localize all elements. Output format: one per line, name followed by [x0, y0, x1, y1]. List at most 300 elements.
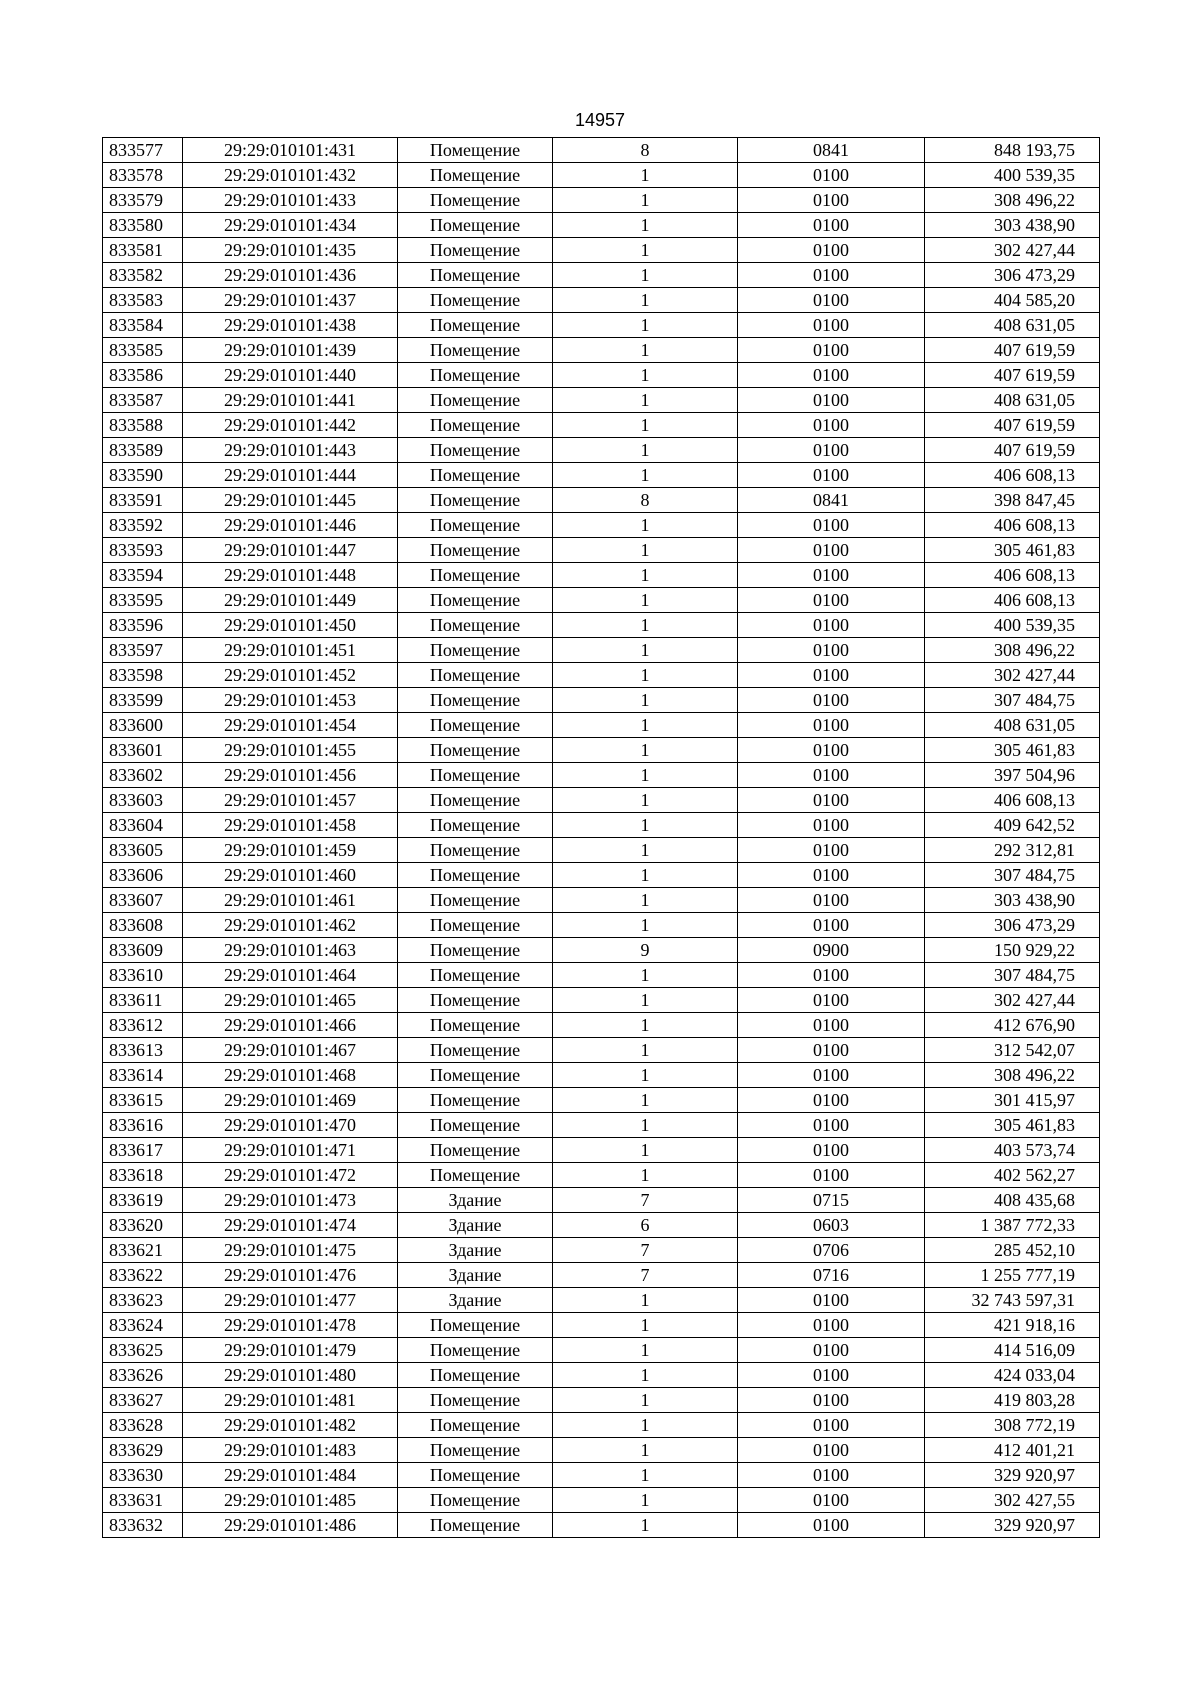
cadastral-value-cell: 404 585,20 [925, 288, 1100, 313]
cadastral-number-cell: 29:29:010101:478 [183, 1313, 398, 1338]
table-row [103, 488, 1100, 513]
cadastral-value-cell: 32 743 597,31 [925, 1288, 1100, 1313]
cadastral-value-cell: 408 435,68 [925, 1188, 1100, 1213]
cadastral-value-cell: 306 473,29 [925, 913, 1100, 938]
cadastral-value-cell: 400 539,35 [925, 163, 1100, 188]
row-number-cell: 833595 [103, 588, 183, 613]
table-row [103, 438, 1100, 463]
group-cell: 1 [553, 888, 738, 913]
cadastral-value-cell: 406 608,13 [925, 463, 1100, 488]
table-row [103, 238, 1100, 263]
cadastral-value-cell: 408 631,05 [925, 713, 1100, 738]
row-number-cell: 833616 [103, 1113, 183, 1138]
cadastral-number-cell: 29:29:010101:457 [183, 788, 398, 813]
code-cell: 0100 [738, 1488, 925, 1513]
object-type-cell: Помещение [398, 813, 553, 838]
object-type-cell: Помещение [398, 663, 553, 688]
group-cell: 1 [553, 1338, 738, 1363]
object-type-cell: Помещение [398, 963, 553, 988]
object-type-cell: Помещение [398, 1163, 553, 1188]
object-type-cell: Помещение [398, 138, 553, 163]
cadastral-number-cell: 29:29:010101:471 [183, 1138, 398, 1163]
table-row [103, 1263, 1100, 1288]
object-type-cell: Помещение [398, 513, 553, 538]
group-cell: 1 [553, 788, 738, 813]
code-cell: 0603 [738, 1213, 925, 1238]
object-type-cell: Помещение [398, 1088, 553, 1113]
table-body [103, 138, 1100, 1538]
cadastral-number-cell: 29:29:010101:486 [183, 1513, 398, 1538]
cadastral-value-cell: 412 401,21 [925, 1438, 1100, 1463]
object-type-cell: Помещение [398, 613, 553, 638]
cadastral-number-cell: 29:29:010101:453 [183, 688, 398, 713]
row-number-cell: 833603 [103, 788, 183, 813]
table-row [103, 188, 1100, 213]
object-type-cell: Помещение [398, 838, 553, 863]
object-type-cell: Помещение [398, 238, 553, 263]
code-cell: 0100 [738, 1063, 925, 1088]
group-cell: 8 [553, 138, 738, 163]
group-cell: 1 [553, 238, 738, 263]
code-cell: 0100 [738, 1113, 925, 1138]
row-number-cell: 833629 [103, 1438, 183, 1463]
table-row [103, 213, 1100, 238]
code-cell: 0100 [738, 363, 925, 388]
row-number-cell: 833605 [103, 838, 183, 863]
object-type-cell: Помещение [398, 463, 553, 488]
cadastral-number-cell: 29:29:010101:449 [183, 588, 398, 613]
cadastral-number-cell: 29:29:010101:452 [183, 663, 398, 688]
object-type-cell: Помещение [398, 188, 553, 213]
group-cell: 1 [553, 663, 738, 688]
row-number-cell: 833606 [103, 863, 183, 888]
code-cell: 0100 [738, 813, 925, 838]
code-cell: 0900 [738, 938, 925, 963]
group-cell: 1 [553, 713, 738, 738]
code-cell: 0100 [738, 1313, 925, 1338]
row-number-cell: 833611 [103, 988, 183, 1013]
table-row [103, 313, 1100, 338]
cadastral-value-cell: 408 631,05 [925, 388, 1100, 413]
row-number-cell: 833620 [103, 1213, 183, 1238]
row-number-cell: 833615 [103, 1088, 183, 1113]
cadastral-value-cell: 302 427,44 [925, 663, 1100, 688]
cadastral-value-cell: 407 619,59 [925, 413, 1100, 438]
cadastral-number-cell: 29:29:010101:441 [183, 388, 398, 413]
code-cell: 0100 [738, 888, 925, 913]
cadastral-value-cell: 308 496,22 [925, 1063, 1100, 1088]
cadastral-number-cell: 29:29:010101:472 [183, 1163, 398, 1188]
code-cell: 0100 [738, 838, 925, 863]
table-row [103, 163, 1100, 188]
code-cell: 0100 [738, 963, 925, 988]
group-cell: 1 [553, 338, 738, 363]
cadastral-value-cell: 406 608,13 [925, 788, 1100, 813]
group-cell: 1 [553, 388, 738, 413]
row-number-cell: 833621 [103, 1238, 183, 1263]
table-row [103, 813, 1100, 838]
row-number-cell: 833614 [103, 1063, 183, 1088]
table-row [103, 738, 1100, 763]
table-row [103, 588, 1100, 613]
group-cell: 1 [553, 1013, 738, 1038]
object-type-cell: Помещение [398, 738, 553, 763]
cadastral-value-cell: 292 312,81 [925, 838, 1100, 863]
cadastral-value-cell: 305 461,83 [925, 1113, 1100, 1138]
object-type-cell: Помещение [398, 1113, 553, 1138]
code-cell: 0100 [738, 338, 925, 363]
group-cell: 1 [553, 413, 738, 438]
code-cell: 0841 [738, 138, 925, 163]
cadastral-value-cell: 414 516,09 [925, 1338, 1100, 1363]
table-row [103, 563, 1100, 588]
object-type-cell: Помещение [398, 413, 553, 438]
code-cell: 0100 [738, 1088, 925, 1113]
object-type-cell: Помещение [398, 263, 553, 288]
code-cell: 0100 [738, 1363, 925, 1388]
object-type-cell: Помещение [398, 163, 553, 188]
group-cell: 1 [553, 513, 738, 538]
table-row [103, 713, 1100, 738]
table-row [103, 1288, 1100, 1313]
cadastral-value-table [102, 137, 1100, 1538]
row-number-cell: 833630 [103, 1463, 183, 1488]
code-cell: 0100 [738, 213, 925, 238]
cadastral-number-cell: 29:29:010101:439 [183, 338, 398, 363]
object-type-cell: Помещение [398, 1413, 553, 1438]
code-cell: 0100 [738, 288, 925, 313]
cadastral-number-cell: 29:29:010101:440 [183, 363, 398, 388]
table-row [103, 1138, 1100, 1163]
cadastral-number-cell: 29:29:010101:470 [183, 1113, 398, 1138]
row-number-cell: 833625 [103, 1338, 183, 1363]
table-row [103, 638, 1100, 663]
cadastral-value-cell: 412 676,90 [925, 1013, 1100, 1038]
object-type-cell: Помещение [398, 638, 553, 663]
code-cell: 0100 [738, 163, 925, 188]
cadastral-number-cell: 29:29:010101:468 [183, 1063, 398, 1088]
table-row [103, 1013, 1100, 1038]
code-cell: 0100 [738, 988, 925, 1013]
table-row [103, 1463, 1100, 1488]
page-number: 14957 [574, 110, 626, 130]
row-number-cell: 833592 [103, 513, 183, 538]
group-cell: 1 [553, 288, 738, 313]
code-cell: 0100 [738, 613, 925, 638]
cadastral-number-cell: 29:29:010101:480 [183, 1363, 398, 1388]
table-row [103, 388, 1100, 413]
table-row [103, 413, 1100, 438]
table-row [103, 1513, 1100, 1538]
table-row [103, 913, 1100, 938]
group-cell: 1 [553, 988, 738, 1013]
cadastral-number-cell: 29:29:010101:443 [183, 438, 398, 463]
group-cell: 1 [553, 1413, 738, 1438]
cadastral-number-cell: 29:29:010101:460 [183, 863, 398, 888]
group-cell: 1 [553, 1113, 738, 1138]
cadastral-number-cell: 29:29:010101:437 [183, 288, 398, 313]
cadastral-number-cell: 29:29:010101:446 [183, 513, 398, 538]
code-cell: 0100 [738, 588, 925, 613]
object-type-cell: Помещение [398, 1438, 553, 1463]
group-cell: 1 [553, 1288, 738, 1313]
code-cell: 0100 [738, 1038, 925, 1063]
row-number-cell: 833627 [103, 1388, 183, 1413]
cadastral-value-cell: 848 193,75 [925, 138, 1100, 163]
row-number-cell: 833602 [103, 763, 183, 788]
row-number-cell: 833581 [103, 238, 183, 263]
group-cell: 1 [553, 838, 738, 863]
table-row [103, 338, 1100, 363]
object-type-cell: Здание [398, 1263, 553, 1288]
table-row [103, 1313, 1100, 1338]
group-cell: 1 [553, 1313, 738, 1338]
row-number-cell: 833590 [103, 463, 183, 488]
cadastral-number-cell: 29:29:010101:456 [183, 763, 398, 788]
cadastral-number-cell: 29:29:010101:444 [183, 463, 398, 488]
row-number-cell: 833580 [103, 213, 183, 238]
row-number-cell: 833588 [103, 413, 183, 438]
code-cell: 0100 [738, 563, 925, 588]
table-row [103, 1038, 1100, 1063]
cadastral-number-cell: 29:29:010101:434 [183, 213, 398, 238]
object-type-cell: Здание [398, 1188, 553, 1213]
cadastral-value-cell: 407 619,59 [925, 363, 1100, 388]
cadastral-value-cell: 308 496,22 [925, 638, 1100, 663]
table-row [103, 1088, 1100, 1113]
table-row [103, 263, 1100, 288]
cadastral-value-cell: 398 847,45 [925, 488, 1100, 513]
table-row [103, 763, 1100, 788]
group-cell: 1 [553, 1438, 738, 1463]
table-row [103, 538, 1100, 563]
cadastral-value-cell: 397 504,96 [925, 763, 1100, 788]
row-number-cell: 833598 [103, 663, 183, 688]
group-cell: 1 [553, 1513, 738, 1538]
group-cell: 1 [553, 763, 738, 788]
cadastral-number-cell: 29:29:010101:447 [183, 538, 398, 563]
cadastral-value-cell: 308 496,22 [925, 188, 1100, 213]
group-cell: 1 [553, 913, 738, 938]
cadastral-value-cell: 308 772,19 [925, 1413, 1100, 1438]
cadastral-value-cell: 305 461,83 [925, 738, 1100, 763]
cadastral-number-cell: 29:29:010101:465 [183, 988, 398, 1013]
cadastral-value-cell: 406 608,13 [925, 563, 1100, 588]
row-number-cell: 833626 [103, 1363, 183, 1388]
cadastral-value-cell: 307 484,75 [925, 688, 1100, 713]
code-cell: 0100 [738, 1413, 925, 1438]
object-type-cell: Помещение [398, 688, 553, 713]
table-row [103, 1188, 1100, 1213]
group-cell: 1 [553, 1388, 738, 1413]
cadastral-value-cell: 406 608,13 [925, 513, 1100, 538]
row-number-cell: 833622 [103, 1263, 183, 1288]
code-cell: 0100 [738, 1513, 925, 1538]
table-row [103, 1413, 1100, 1438]
cadastral-number-cell: 29:29:010101:459 [183, 838, 398, 863]
group-cell: 1 [553, 963, 738, 988]
group-cell: 1 [553, 688, 738, 713]
row-number-cell: 833617 [103, 1138, 183, 1163]
row-number-cell: 833582 [103, 263, 183, 288]
row-number-cell: 833585 [103, 338, 183, 363]
row-number-cell: 833600 [103, 713, 183, 738]
cadastral-number-cell: 29:29:010101:484 [183, 1463, 398, 1488]
object-type-cell: Помещение [398, 538, 553, 563]
cadastral-value-cell: 306 473,29 [925, 263, 1100, 288]
object-type-cell: Помещение [398, 338, 553, 363]
group-cell: 1 [553, 1138, 738, 1163]
cadastral-value-cell: 307 484,75 [925, 863, 1100, 888]
row-number-cell: 833613 [103, 1038, 183, 1063]
code-cell: 0100 [738, 413, 925, 438]
cadastral-number-cell: 29:29:010101:476 [183, 1263, 398, 1288]
group-cell: 9 [553, 938, 738, 963]
table-row [103, 1163, 1100, 1188]
table-row [103, 888, 1100, 913]
object-type-cell: Помещение [398, 938, 553, 963]
group-cell: 7 [553, 1238, 738, 1263]
table-row [103, 613, 1100, 638]
row-number-cell: 833578 [103, 163, 183, 188]
object-type-cell: Помещение [398, 988, 553, 1013]
object-type-cell: Помещение [398, 213, 553, 238]
object-type-cell: Помещение [398, 363, 553, 388]
cadastral-number-cell: 29:29:010101:433 [183, 188, 398, 213]
table-row [103, 1063, 1100, 1088]
object-type-cell: Помещение [398, 313, 553, 338]
cadastral-number-cell: 29:29:010101:455 [183, 738, 398, 763]
row-number-cell: 833601 [103, 738, 183, 763]
code-cell: 0100 [738, 1138, 925, 1163]
code-cell: 0100 [738, 913, 925, 938]
code-cell: 0100 [738, 188, 925, 213]
cadastral-value-cell: 424 033,04 [925, 1363, 1100, 1388]
object-type-cell: Помещение [398, 1138, 553, 1163]
cadastral-value-cell: 407 619,59 [925, 438, 1100, 463]
cadastral-value-cell: 307 484,75 [925, 963, 1100, 988]
cadastral-number-cell: 29:29:010101:451 [183, 638, 398, 663]
object-type-cell: Помещение [398, 913, 553, 938]
group-cell: 1 [553, 738, 738, 763]
group-cell: 1 [553, 538, 738, 563]
row-number-cell: 833583 [103, 288, 183, 313]
row-number-cell: 833599 [103, 688, 183, 713]
row-number-cell: 833628 [103, 1413, 183, 1438]
table-row [103, 788, 1100, 813]
object-type-cell: Помещение [398, 763, 553, 788]
object-type-cell: Помещение [398, 563, 553, 588]
table-row [103, 663, 1100, 688]
row-number-cell: 833596 [103, 613, 183, 638]
table-row [103, 1338, 1100, 1363]
cadastral-value-cell: 302 427,44 [925, 988, 1100, 1013]
cadastral-value-cell: 409 642,52 [925, 813, 1100, 838]
row-number-cell: 833623 [103, 1288, 183, 1313]
cadastral-number-cell: 29:29:010101:442 [183, 413, 398, 438]
group-cell: 1 [553, 1088, 738, 1113]
cadastral-number-cell: 29:29:010101:482 [183, 1413, 398, 1438]
row-number-cell: 833589 [103, 438, 183, 463]
object-type-cell: Помещение [398, 1313, 553, 1338]
group-cell: 1 [553, 313, 738, 338]
cadastral-number-cell: 29:29:010101:469 [183, 1088, 398, 1113]
cadastral-number-cell: 29:29:010101:483 [183, 1438, 398, 1463]
group-cell: 1 [553, 1463, 738, 1488]
object-type-cell: Помещение [398, 1488, 553, 1513]
cadastral-value-cell: 312 542,07 [925, 1038, 1100, 1063]
code-cell: 0100 [738, 788, 925, 813]
object-type-cell: Помещение [398, 788, 553, 813]
code-cell: 0100 [738, 663, 925, 688]
table-row [103, 963, 1100, 988]
row-number-cell: 833593 [103, 538, 183, 563]
row-number-cell: 833577 [103, 138, 183, 163]
row-number-cell: 833587 [103, 388, 183, 413]
cadastral-number-cell: 29:29:010101:438 [183, 313, 398, 338]
code-cell: 0100 [738, 1388, 925, 1413]
cadastral-number-cell: 29:29:010101:473 [183, 1188, 398, 1213]
row-number-cell: 833631 [103, 1488, 183, 1513]
object-type-cell: Помещение [398, 1513, 553, 1538]
code-cell: 0100 [738, 763, 925, 788]
code-cell: 0100 [738, 263, 925, 288]
table-row [103, 938, 1100, 963]
cadastral-number-cell: 29:29:010101:436 [183, 263, 398, 288]
code-cell: 0100 [738, 1438, 925, 1463]
cadastral-value-cell: 419 803,28 [925, 1388, 1100, 1413]
row-number-cell: 833584 [103, 313, 183, 338]
object-type-cell: Помещение [398, 488, 553, 513]
code-cell: 0706 [738, 1238, 925, 1263]
cadastral-number-cell: 29:29:010101:448 [183, 563, 398, 588]
cadastral-value-cell: 302 427,55 [925, 1488, 1100, 1513]
group-cell: 1 [553, 163, 738, 188]
object-type-cell: Помещение [398, 388, 553, 413]
cadastral-number-cell: 29:29:010101:431 [183, 138, 398, 163]
group-cell: 1 [553, 188, 738, 213]
row-number-cell: 833579 [103, 188, 183, 213]
cadastral-number-cell: 29:29:010101:450 [183, 613, 398, 638]
row-number-cell: 833618 [103, 1163, 183, 1188]
table-row [103, 988, 1100, 1013]
cadastral-value-cell: 301 415,97 [925, 1088, 1100, 1113]
cadastral-value-cell: 402 562,27 [925, 1163, 1100, 1188]
code-cell: 0100 [738, 738, 925, 763]
object-type-cell: Помещение [398, 863, 553, 888]
cadastral-number-cell: 29:29:010101:432 [183, 163, 398, 188]
row-number-cell: 833610 [103, 963, 183, 988]
group-cell: 1 [553, 1063, 738, 1088]
table-row [103, 688, 1100, 713]
table-row [103, 138, 1100, 163]
code-cell: 0100 [738, 688, 925, 713]
group-cell: 1 [553, 263, 738, 288]
code-cell: 0100 [738, 1163, 925, 1188]
group-cell: 7 [553, 1188, 738, 1213]
group-cell: 1 [553, 613, 738, 638]
table-row [103, 513, 1100, 538]
row-number-cell: 833604 [103, 813, 183, 838]
group-cell: 1 [553, 563, 738, 588]
code-cell: 0100 [738, 388, 925, 413]
cadastral-value-cell: 303 438,90 [925, 888, 1100, 913]
cadastral-number-cell: 29:29:010101:485 [183, 1488, 398, 1513]
cadastral-number-cell: 29:29:010101:461 [183, 888, 398, 913]
row-number-cell: 833619 [103, 1188, 183, 1213]
cadastral-value-cell: 1 255 777,19 [925, 1263, 1100, 1288]
table-row [103, 838, 1100, 863]
